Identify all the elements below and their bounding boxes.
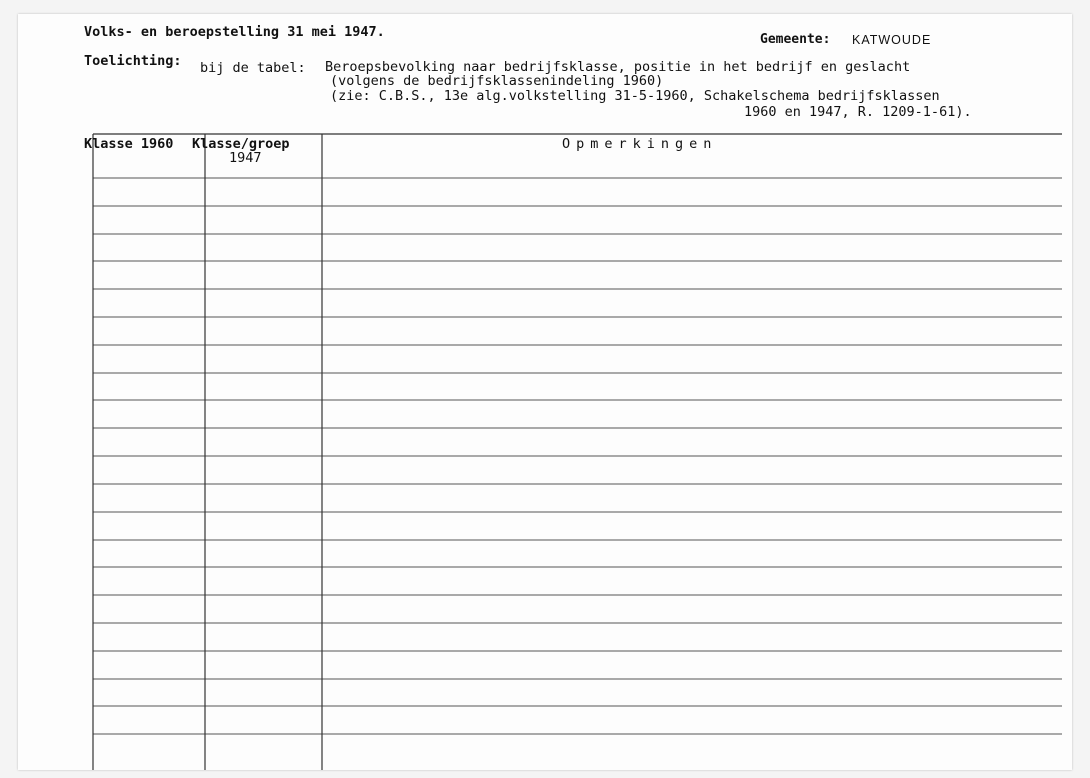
gemeente-value: KATWOUDE <box>852 33 932 47</box>
gemeente-label: Gemeente: <box>760 32 831 47</box>
column-header-klasse-groep-year: 1947 <box>229 150 262 166</box>
document-title: Volks- en beroepstelling 31 mei 1947. <box>84 24 385 40</box>
bij-de-tabel-label: bij de tabel: <box>200 60 306 76</box>
table-rules <box>93 134 1062 770</box>
toelichting-line-4: 1960 en 1947, R. 1209-1-61). <box>744 104 972 120</box>
toelichting-line-1: Beroepsbevolking naar bedrijfsklasse, positie in het bedrijf en geslacht <box>325 59 911 75</box>
column-header-klasse-1960: Klasse 1960 <box>84 136 174 152</box>
toelichting-label: Toelichting: <box>84 53 182 69</box>
column-header-opmerkingen: Opmerkingen <box>562 136 718 152</box>
toelichting-line-2: (volgens de bedrijfsklassenindeling 1960) <box>330 73 664 89</box>
toelichting-line-3: (zie: C.B.S., 13e alg.volkstelling 31-5-1960, Schakelschema bedrijfsklassen <box>330 88 940 104</box>
column-header-klasse-groep-1947: Klasse/groep <box>192 136 290 152</box>
